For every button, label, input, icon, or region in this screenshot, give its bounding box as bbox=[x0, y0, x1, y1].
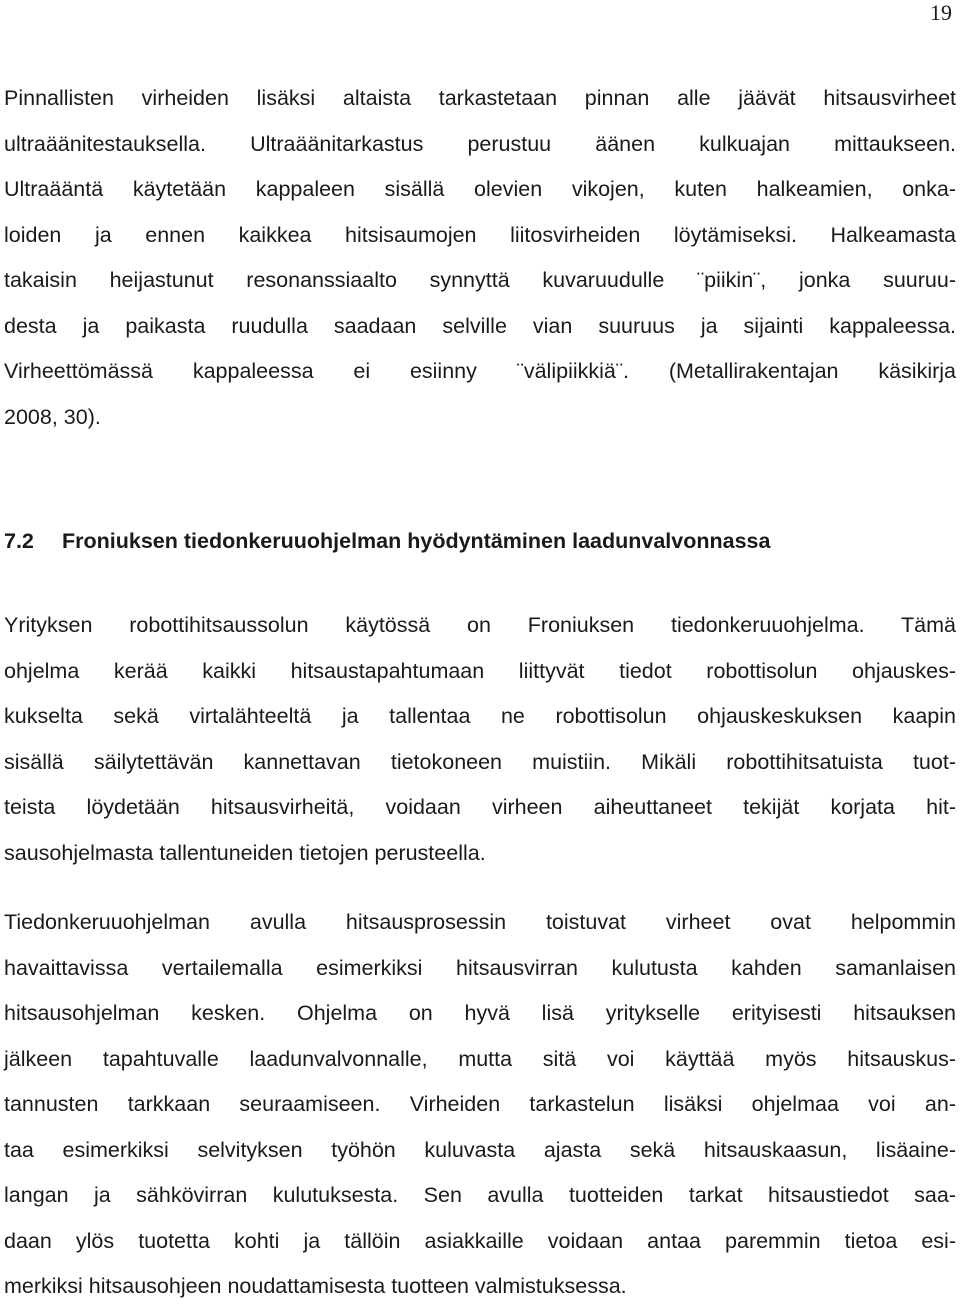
section-number: 7.2 bbox=[4, 529, 34, 553]
section-title: Froniuksen tiedonkeruuohjelman hyödyntäminen laadunvalvonnassa bbox=[62, 529, 771, 553]
section-heading bbox=[4, 524, 770, 558]
text-line: langan ja sähkövirran kulutuksesta. Sen avulla tuotteiden tarkat hitsaustiedot saa- bbox=[4, 1183, 956, 1207]
paragraph-data-collection bbox=[4, 603, 956, 876]
text-line: loiden ja ennen kaikkea hitsisaumojen liitosvirheiden löytämiseksi. Halkeamasta bbox=[4, 222, 956, 247]
text-line: teista löydetään hitsausvirheitä, voidaan virheen aiheuttaneet tekijät korjata hit- bbox=[4, 795, 956, 819]
text-line: Tiedonkeruuohjelman avulla hitsausprosessin toistuvat virheet ovat helpommin bbox=[4, 910, 956, 934]
text-line: taa esimerkiksi selvityksen työhön kuluvasta ajasta sekä hitsauskaasun, lisäaine- bbox=[4, 1137, 956, 1162]
text-line: sisällä säilytettävän kannettavan tietokoneen muistiin. Mikäli robottihitsatuista tuot- bbox=[4, 749, 956, 774]
text-line: ohjelma kerää kaikki hitsaustapahtumaan liittyvät tiedot robottisolun ohjauskes- bbox=[4, 658, 956, 683]
page-number: 19 bbox=[930, 0, 952, 25]
text-line: ultraäänitestauksella. Ultraäänitarkastus perustuu äänen kulkuajan mittaukseen. bbox=[4, 131, 956, 156]
paragraph-quality-control bbox=[4, 900, 956, 1310]
text-line: hitsausohjelman kesken. Ohjelma on hyvä lisä yritykselle erityisesti hitsauksen bbox=[4, 1001, 956, 1025]
text-line: jälkeen tapahtuvalle laadunvalvonnalle, mutta sitä voi käyttää myös hitsauskus- bbox=[4, 1046, 956, 1071]
text-line: 2008, 30). bbox=[4, 404, 101, 429]
text-line: merkiksi hitsausohjeen noudattamisesta tuotteen valmistuksessa. bbox=[4, 1274, 627, 1298]
text-line: havaittavissa vertailemalla esimerkiksi hitsausvirran kulutusta kahden samanlaisen bbox=[4, 955, 956, 980]
text-line: Yrityksen robottihitsaussolun käytössä on Froniuksen tiedonkeruuohjelma. Tämä bbox=[4, 613, 956, 637]
text-line: tannusten tarkkaan seuraamiseen. Virheiden tarkastelun lisäksi ohjelmaa voi an- bbox=[4, 1092, 956, 1116]
text-line: Pinnallisten virheiden lisäksi altaista tarkastetaan pinnan alle jäävät hitsausvirheet bbox=[4, 86, 956, 110]
paragraph-ultrasound bbox=[4, 76, 956, 440]
text-line: Ultraääntä käytetään kappaleen sisällä olevien vikojen, kuten halkeamien, onka- bbox=[4, 177, 956, 201]
text-line: Virheettömässä kappaleessa ei esiinny ¨välipiikkiä¨. (Metallirakentajan käsikirja bbox=[4, 359, 956, 383]
text-line: desta ja paikasta ruudulla saadaan selville vian suuruus ja sijainti kappaleessa. bbox=[4, 313, 956, 338]
text-line: daan ylös tuotetta kohti ja tällöin asiakkaille voidaan antaa paremmin tietoa esi- bbox=[4, 1228, 956, 1253]
text-line: sausohjelmasta tallentuneiden tietojen perusteella. bbox=[4, 840, 486, 865]
text-line: takaisin heijastunut resonanssiaalto synnyttä kuvaruudulle ¨piikin¨, jonka suuruu- bbox=[4, 268, 956, 292]
text-line: kukselta sekä virtalähteeltä ja tallentaa ne robottisolun ohjauskeskuksen kaapin bbox=[4, 704, 956, 728]
